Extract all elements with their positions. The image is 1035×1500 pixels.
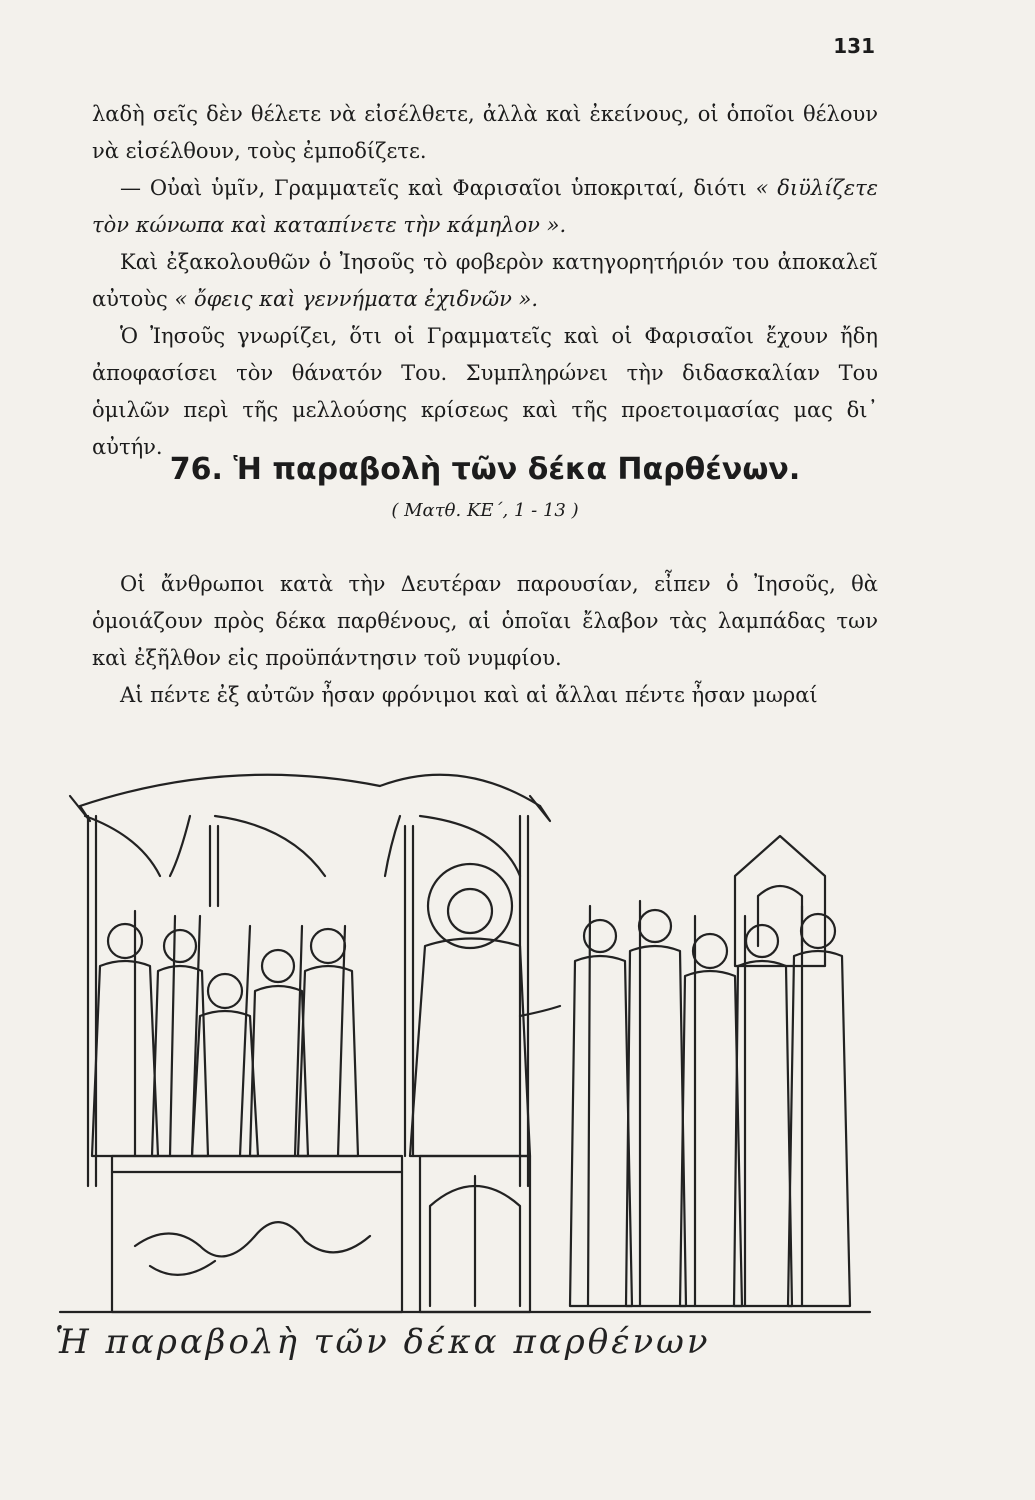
paragraph-3-text: Καὶ ἐξακολουθῶν ὁ Ἰησοῦς τὸ φοβερὸν κατηγορητήριόν του ἀποκαλεῖ αὐτοὺς [92,250,878,311]
halo [428,864,512,948]
illustration-caption: Ἡ παραβολὴ τῶν δέκα παρθένων [55,1322,711,1362]
bottom-text [92,566,878,714]
virgins-left [92,924,358,1156]
paragraph-5: Οἱ ἄνθρωποι κατὰ τὴν Δευτέραν παρουσίαν, εἶπεν ὁ Ἰησοῦς, θὰ ὁμοιάζουν πρὸς δέκα παρθένους, αἱ ὁποῖαι ἔλαβον τὰς λαμπάδας των καὶ ἐξῆλθον εἰς προϋπάντησιν τοῦ νυμφίου. [92,572,878,670]
scripture-reference: ( Ματθ. ΚΕ΄, 1 - 13 ) [391,500,579,521]
section-heading: 76. Ἡ παραβολὴ τῶν δέκα Παρθένων. [169,452,801,487]
christ-figure [410,939,530,1157]
paragraph-3 [92,244,878,318]
paragraph-2 [92,170,878,244]
quote-1: « διϋλίζετε τὸν κώνωπα καὶ καταπίνετε τὴν κάμηλον ». [92,176,878,237]
canopy-roof [80,775,540,806]
paragraph-4: Ὁ Ἰησοῦς γνωρίζει, ὅτι οἱ Γραμματεῖς καὶ οἱ Φαρισαῖοι ἔχουν ἤδη ἀποφασίσει τὸν θάνατόν Του. Συμπληρώνει τὴν διδασκαλίαν Του ὁμιλῶν περὶ τῆς μελλούσης κρίσεως καὶ τῆς προετοιμασίας μας δι᾿ αὐτήν. [92,324,878,459]
page-number: 131 [833,34,875,58]
virgins-right [570,910,850,1306]
parable-illustration [40,766,880,1390]
paragraph-2-text: — Οὐαὶ ὑμῖν, Γραμματεῖς καὶ Φαρισαῖοι ὑποκριταί, διότι [120,176,747,200]
top-text [92,96,878,466]
paragraph-1: λαδὴ σεῖς δὲν θέλετε νὰ εἰσέλθετε, ἀλλὰ καὶ ἐκείνους, οἱ ὁποῖοι θέλουν νὰ εἰσέλθουν, τοὺς ἐμποδίζετε. [92,102,878,163]
quote-2: « ὄφεις καὶ γεννήματα ἐχιδνῶν ». [174,287,539,311]
paragraph-6: Αἱ πέντε ἐξ αὐτῶν ἦσαν φρόνιμοι καὶ αἱ ἄλλαι πέντε ἦσαν μωραί [120,683,818,707]
